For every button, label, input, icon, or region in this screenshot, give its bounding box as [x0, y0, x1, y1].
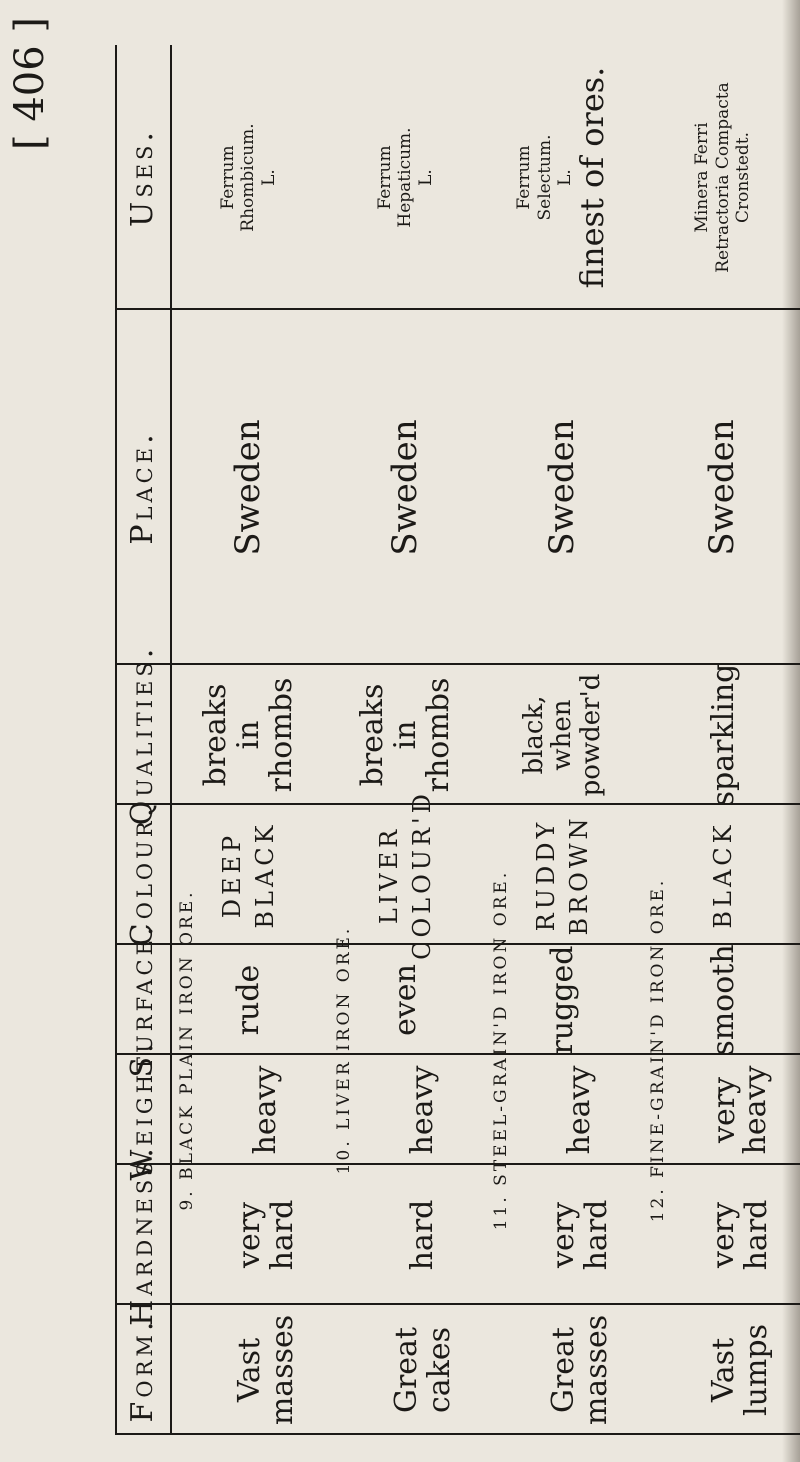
surface-cell: rude — [231, 964, 266, 1036]
uses-line: Retractoria Compacta — [712, 82, 733, 273]
uses-line: finest of ores. — [573, 66, 612, 289]
uses-line: L. — [258, 169, 279, 186]
header-hardness: Hardness. — [125, 1144, 160, 1326]
surface-cell: smooth — [705, 944, 741, 1056]
hardness-cell: very hard — [706, 1199, 774, 1271]
header-uses: Uses. — [125, 128, 160, 227]
surface-cell: rugged — [545, 945, 580, 1055]
uses-line: Ferrum — [374, 145, 395, 210]
uses-cell — [170, 45, 327, 310]
weight-cell: very heavy — [706, 1065, 773, 1155]
uses-cell — [484, 45, 641, 310]
form-cell: Vast lumps — [706, 1324, 774, 1416]
colour-cell — [170, 805, 327, 945]
page-number: [ 406 ] — [7, 17, 53, 150]
weight-cell: heavy — [405, 1065, 440, 1155]
header-qualities: Qualities. — [125, 644, 160, 826]
colour-line: RUDDY — [532, 818, 561, 932]
colour-cell — [484, 805, 641, 945]
qualities-line: when powder'd — [547, 673, 606, 797]
colour-cell — [327, 790, 484, 960]
qualities-line: sparkling — [705, 663, 741, 807]
form-cell: Great masses — [545, 1314, 614, 1426]
weight-cell: heavy — [248, 1065, 283, 1155]
header-surface: Surface. — [125, 922, 160, 1078]
qualities-cell — [170, 665, 327, 805]
place-cell: Sweden — [227, 419, 268, 556]
form-cell: Vast masses — [231, 1314, 300, 1426]
qualities-line: rhombs — [264, 677, 299, 793]
hardness-cell: hard — [405, 1199, 440, 1271]
uses-line: Ferrum — [217, 145, 238, 210]
colour-line: BLACK — [708, 821, 737, 929]
header-weight: Weight. — [125, 1039, 160, 1181]
hardness-cell: very hard — [231, 1199, 300, 1271]
qualities-line: breaks in — [198, 683, 266, 787]
section-title: 12. FINE-GRAIN'D IRON ORE. — [648, 877, 668, 1223]
uses-line: Selectum. — [534, 134, 555, 221]
place-cell: Sweden — [541, 419, 582, 556]
uses-line: Ferrum — [514, 145, 535, 210]
uses-line: Minera Ferri — [692, 122, 713, 233]
qualities-cell — [327, 665, 484, 805]
colour-line: LIVER — [375, 825, 404, 925]
qualities-cell — [641, 665, 800, 805]
header-form: Form. — [125, 1317, 160, 1423]
uses-line: L. — [555, 169, 576, 186]
colour-cell — [641, 805, 800, 945]
uses-cell — [327, 45, 484, 310]
qualities-line: breaks in — [355, 683, 423, 787]
uses-line: Rhombicum. — [238, 123, 259, 232]
header-place: Place. — [125, 430, 160, 545]
section-title: 9. BLACK PLAIN IRON ORE. — [177, 889, 197, 1211]
uses-line: Cronstedt. — [733, 131, 754, 224]
section-title: 11. STEEL-GRAIN'D IRON ORE. — [491, 869, 511, 1231]
colour-line: DEEP — [218, 831, 247, 919]
surface-cell: even — [388, 964, 423, 1036]
ore-table — [115, 45, 800, 1435]
qualities-line: black, — [518, 695, 549, 775]
section-title: 10. LIVER IRON ORE. — [334, 925, 354, 1175]
colour-line: BLACK — [250, 821, 279, 929]
hardness-cell: very hard — [545, 1199, 614, 1271]
uses-line: L. — [415, 169, 436, 186]
uses-line: Hepaticum. — [395, 127, 416, 228]
place-cell: Sweden — [384, 419, 425, 556]
form-cell: Great cakes — [388, 1327, 457, 1414]
place-cell: Sweden — [702, 419, 743, 556]
colour-line: BROWN — [564, 814, 593, 936]
qualities-line: rhombs — [421, 677, 456, 793]
uses-cell — [641, 45, 800, 310]
weight-cell: heavy — [562, 1065, 597, 1155]
qualities-cell — [484, 665, 641, 805]
colour-line: COLOUR'D — [407, 790, 436, 960]
header-colour: Colour. — [125, 803, 160, 947]
